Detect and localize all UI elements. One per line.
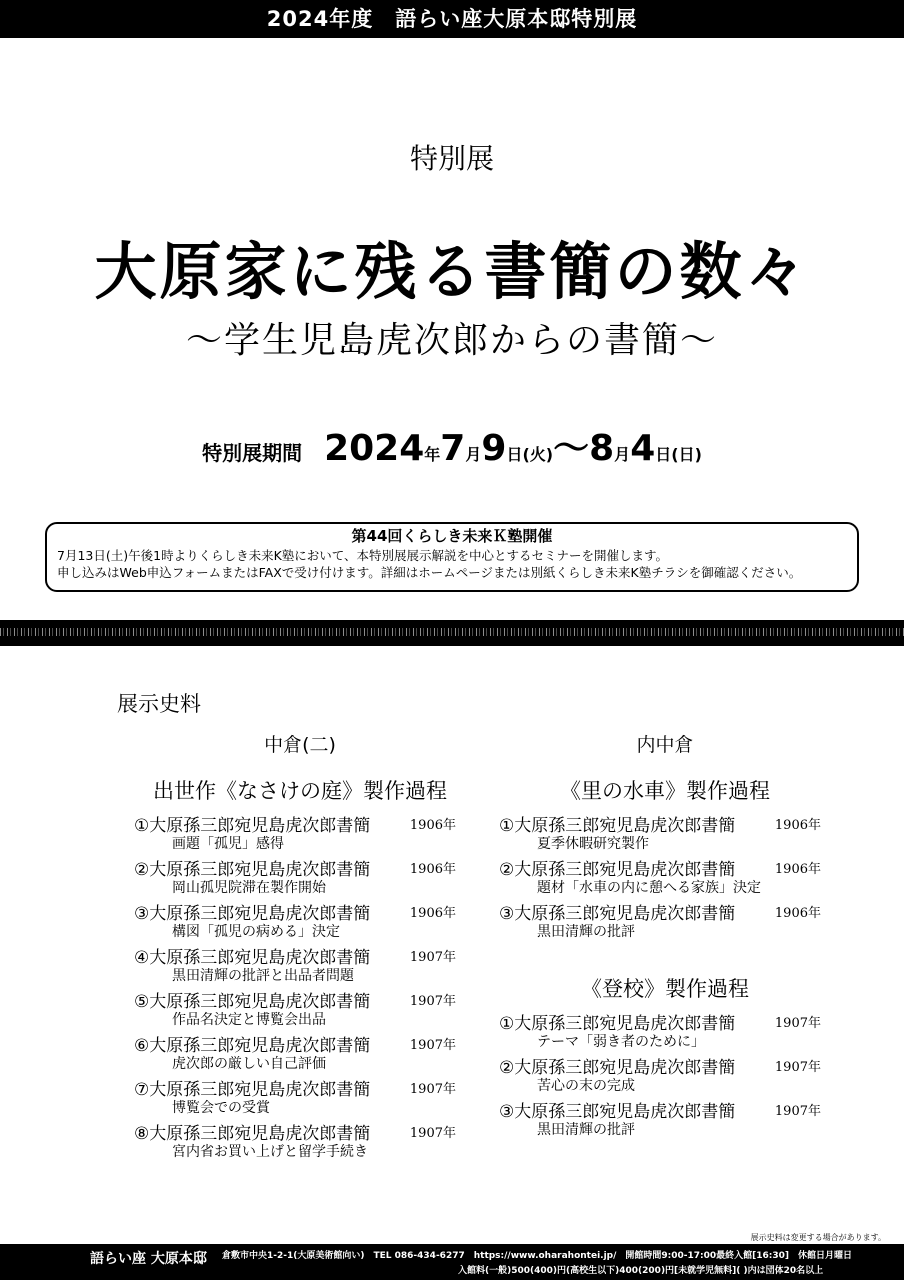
item-name: ⑤大原孫三郎宛児島虎次郎書簡 <box>134 992 371 1012</box>
item-name: ①大原孫三郎宛児島虎次郎書簡 <box>499 1014 736 1034</box>
item-description: 黒田清輝の批評 <box>537 1122 635 1138</box>
item-year: 1907年 <box>774 1016 821 1031</box>
item-year: 1907年 <box>774 1104 821 1119</box>
band-texture <box>0 628 904 636</box>
item-year: 1906年 <box>409 818 456 833</box>
item-description: 宮内省お買い上げと留学手続き <box>172 1144 368 1160</box>
group-title-nasake: 出世作《なさけの庭》製作過程 <box>153 779 447 803</box>
right-column <box>495 730 835 1141</box>
month-unit: 月 <box>465 445 482 464</box>
day-unit: 日 <box>506 445 523 464</box>
item-year: 1906年 <box>774 862 821 877</box>
letter-item <box>495 1097 835 1141</box>
item-year: 1907年 <box>409 1038 456 1053</box>
month-unit-end: 月 <box>614 445 631 464</box>
end-weekday: (日) <box>671 445 702 464</box>
footer-info-line-2: 入館料(一般)500(400)円(高校生以下)400(200)円[未就学児無料]( )内は団体20名以上 <box>458 1266 824 1276</box>
item-description: 岡山孤児院滞在製作開始 <box>172 880 326 896</box>
item-description: 虎次郎の厳しい自己評価 <box>172 1056 326 1072</box>
item-description: 画題「孤児」感得 <box>172 836 284 852</box>
letter-item <box>495 899 835 943</box>
item-year: 1907年 <box>409 1082 456 1097</box>
item-name: ②大原孫三郎宛児島虎次郎書簡 <box>134 860 371 880</box>
item-name: ⑥大原孫三郎宛児島虎次郎書簡 <box>134 1036 371 1056</box>
seminar-line-1: 7月13日(土)午後1時よりくらしき未来K塾において、本特別展展示解説を中心とするセミナーを開催します。 <box>57 548 669 563</box>
seminar-title: 第44回くらしき未来Ｋ塾開催 <box>351 527 553 545</box>
period-label: 特別展期間 <box>202 441 303 465</box>
item-name: ①大原孫三郎宛児島虎次郎書簡 <box>134 816 371 836</box>
item-name: ⑦大原孫三郎宛児島虎次郎書簡 <box>134 1080 371 1100</box>
item-name: ③大原孫三郎宛児島虎次郎書簡 <box>134 904 371 924</box>
start-day: 9 <box>481 428 507 469</box>
end-day: 4 <box>630 428 656 469</box>
item-description: 苦心の末の完成 <box>537 1078 635 1094</box>
letter-item <box>495 1009 835 1053</box>
item-name: ②大原孫三郎宛児島虎次郎書簡 <box>499 1058 736 1078</box>
exhibition-label: 特別展 <box>409 142 494 175</box>
period-year: 2024 <box>324 428 425 469</box>
group-title-suisha: 《里の水車》製作過程 <box>560 779 770 803</box>
item-description: テーマ「弱き者のために」 <box>537 1034 705 1050</box>
decorative-band <box>0 620 904 646</box>
top-banner: 2024年度 語らい座大原本邸特別展 <box>0 0 904 38</box>
right-item-list-1 <box>495 811 835 943</box>
letter-item <box>130 1075 470 1119</box>
item-description: 黒田清輝の批評 <box>537 924 635 940</box>
seminar-line-2: 申し込みはWeb申込フォームまたはFAXで受け付けます。詳細はホームページまたは別紙くらしき未来K塾チラシを御確認ください。 <box>57 565 802 580</box>
item-description: 黒田清輝の批評と出品者問題 <box>172 968 354 984</box>
letter-item <box>130 899 470 943</box>
item-year: 1907年 <box>409 950 456 965</box>
letter-item <box>495 855 835 899</box>
exhibition-period <box>0 420 904 471</box>
item-name: ④大原孫三郎宛児島虎次郎書簡 <box>134 948 371 968</box>
left-column <box>130 730 470 1163</box>
group-title-toukou: 《登校》製作過程 <box>581 977 749 1001</box>
item-name: ③大原孫三郎宛児島虎次郎書簡 <box>499 904 736 924</box>
item-description: 題材「水車の内に憩へる家族」決定 <box>537 880 761 896</box>
item-year: 1907年 <box>774 1060 821 1075</box>
item-description: 博覧会での受賞 <box>172 1100 270 1116</box>
letter-item <box>130 855 470 899</box>
letter-item <box>495 1053 835 1097</box>
footer-info-line-1: 倉敷市中央1-2-1(大原美術館向い) TEL 086-434-6277 https://www.oharahontei.jp/ 開館時間9:00-17:00最終入館[16:30] 休館日月曜日 <box>222 1251 853 1261</box>
item-year: 1906年 <box>774 906 821 921</box>
letter-item <box>130 987 470 1031</box>
footer <box>0 1244 904 1280</box>
item-description: 夏季休暇研究製作 <box>537 836 649 852</box>
end-month: 8 <box>589 428 615 469</box>
day-unit-end: 日 <box>655 445 672 464</box>
item-year: 1906年 <box>774 818 821 833</box>
start-weekday: (火) <box>522 445 554 464</box>
subtitle: ～学生児島虎次郎からの書簡～ <box>185 320 718 361</box>
item-description: 構図「孤児の病める」決定 <box>172 924 340 940</box>
item-year: 1906年 <box>409 862 456 877</box>
item-year: 1907年 <box>409 994 456 1009</box>
item-year: 1906年 <box>409 906 456 921</box>
item-name: ①大原孫三郎宛児島虎次郎書簡 <box>499 816 736 836</box>
start-month: 7 <box>440 428 466 469</box>
item-name: ②大原孫三郎宛児島虎次郎書簡 <box>499 860 736 880</box>
main-title: 大原家に残る書簡の数々 <box>94 235 810 308</box>
left-item-list <box>130 811 470 1163</box>
column-heading-right: 内中倉 <box>636 734 694 756</box>
letter-item <box>130 943 470 987</box>
letter-item <box>495 811 835 855</box>
letter-item <box>130 1119 470 1163</box>
item-name: ⑧大原孫三郎宛児島虎次郎書簡 <box>134 1124 371 1144</box>
seminar-box <box>45 522 859 592</box>
footer-org: 語らい座 大原本邸 <box>90 1251 207 1267</box>
exhibits-heading: 展示史料 <box>117 692 201 716</box>
letter-item <box>130 811 470 855</box>
item-year: 1907年 <box>409 1126 456 1141</box>
right-item-list-2 <box>495 1009 835 1141</box>
letter-item <box>130 1031 470 1075</box>
item-description: 作品名決定と博覧会出品 <box>172 1012 326 1028</box>
year-unit: 年 <box>424 445 441 464</box>
column-heading-left: 中倉(二) <box>264 734 336 756</box>
item-name: ③大原孫三郎宛児島虎次郎書簡 <box>499 1102 736 1122</box>
change-note: 展示史料は変更する場合があります。 <box>750 1233 886 1242</box>
period-tilde: ～ <box>553 428 590 469</box>
